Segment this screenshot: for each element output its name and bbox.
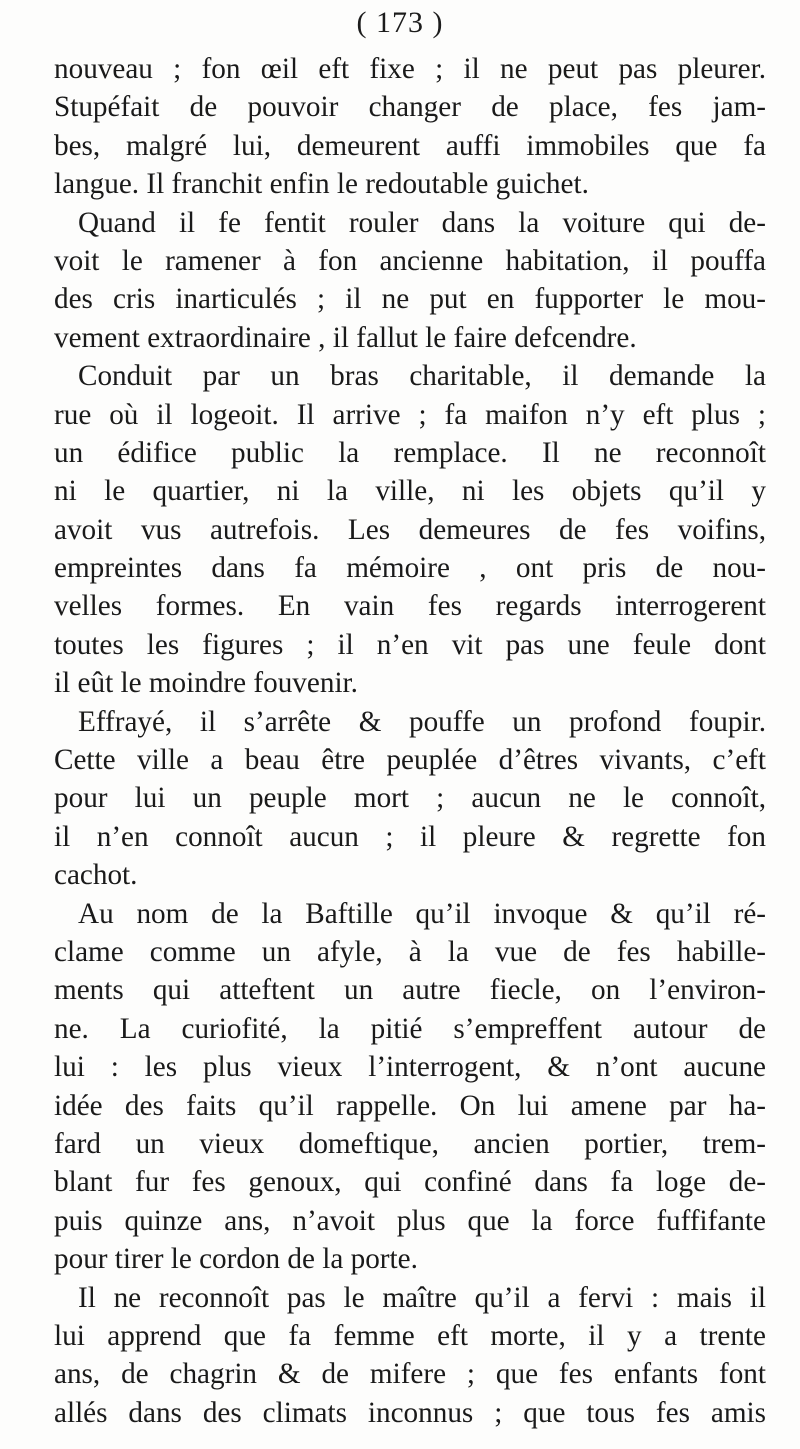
- text-line: velles formes. En vain fes regards interrogerent: [54, 590, 766, 623]
- text-line: ments qui atteftent un autre fiecle, on l’environ-: [54, 974, 766, 1007]
- text-line: nouveau ; fon œil eft fixe ; il ne peut pas pleurer.: [54, 53, 766, 85]
- text-line: Il ne reconnoît pas le maître qu’il a fervi : mais il: [78, 1281, 766, 1314]
- text-line: vement extraordinaire , il fallut le faire defcendre.: [54, 321, 637, 354]
- text-line: langue. Il franchit enfin le redoutable guichet.: [54, 168, 589, 201]
- text-line: un édifice public la remplace. Il ne reconnoît: [54, 436, 766, 469]
- text-line: Stupéfait de pouvoir changer de place, fes jam-: [54, 91, 766, 124]
- text-line: idée des faits qu’il rappelle. On lui amene par ha-: [54, 1089, 766, 1122]
- text-line: rue où il logeoit. Il arrive ; fa maifon n’y eft plus ;: [54, 398, 766, 431]
- text-line: il eût le moindre fouvenir.: [54, 667, 358, 700]
- text-line: allés dans des climats inconnus ; que tous fes amis: [54, 1396, 766, 1429]
- text-line: Quand il fe fentit rouler dans la voiture qui de-: [78, 206, 766, 239]
- text-line: lui apprend que fa femme eft morte, il y a trente: [54, 1319, 766, 1352]
- text-line: ans, de chagrin & de mifere ; que fes enfants font: [54, 1358, 766, 1391]
- text-line: blant fur fes genoux, qui confiné dans fa loge de-: [54, 1166, 766, 1199]
- text-line: Conduit par un bras charitable, il demande la: [78, 360, 766, 393]
- text-line: empreintes dans fa mémoire , ont pris de nou-: [54, 552, 766, 585]
- text-line: Effrayé, il s’arrête & pouffe un profond foupir.: [78, 705, 766, 738]
- text-line: Cette ville a beau être peuplée d’êtres vivants, c’eft: [54, 744, 766, 777]
- text-line: ni le quartier, ni la ville, ni les objets qu’il y: [54, 475, 766, 508]
- page-number: ( 173 ): [356, 6, 444, 39]
- text-line: des cris inarticulés ; il ne put en fupporter le mou-: [54, 283, 766, 316]
- text-line: fard un vieux domeftique, ancien portier, trem-: [54, 1127, 766, 1160]
- text-line: toutes les figures ; il n’en vit pas une feule dont: [54, 628, 766, 661]
- text-line: clame comme un afyle, à la vue de fes habille-: [54, 935, 766, 968]
- text-line: cachot.: [54, 859, 138, 892]
- text-line: lui : les plus vieux l’interrogent, & n’ont aucune: [54, 1051, 766, 1084]
- text-line: pour tirer le cordon de la porte.: [54, 1243, 418, 1276]
- text-line: Au nom de la Baftille qu’il invoque & qu’il ré-: [78, 897, 766, 930]
- text-line: bes, malgré lui, demeurent auffi immobiles que fa: [54, 129, 766, 162]
- text-line: avoit vus autrefois. Les demeures de fes voifins,: [54, 513, 766, 546]
- body-text: [54, 50, 766, 1432]
- text-line: ne. La curiofité, la pitié s’empreffent autour de: [54, 1012, 766, 1045]
- text-line: puis quinze ans, n’avoit plus que la force fuffifante: [54, 1204, 766, 1237]
- text-line: pour lui un peuple mort ; aucun ne le connoît,: [54, 782, 766, 815]
- text-line: voit le ramener à fon ancienne habitation, il pouffa: [54, 244, 766, 277]
- text-line: il n’en connoît aucun ; il pleure & regrette fon: [54, 820, 766, 853]
